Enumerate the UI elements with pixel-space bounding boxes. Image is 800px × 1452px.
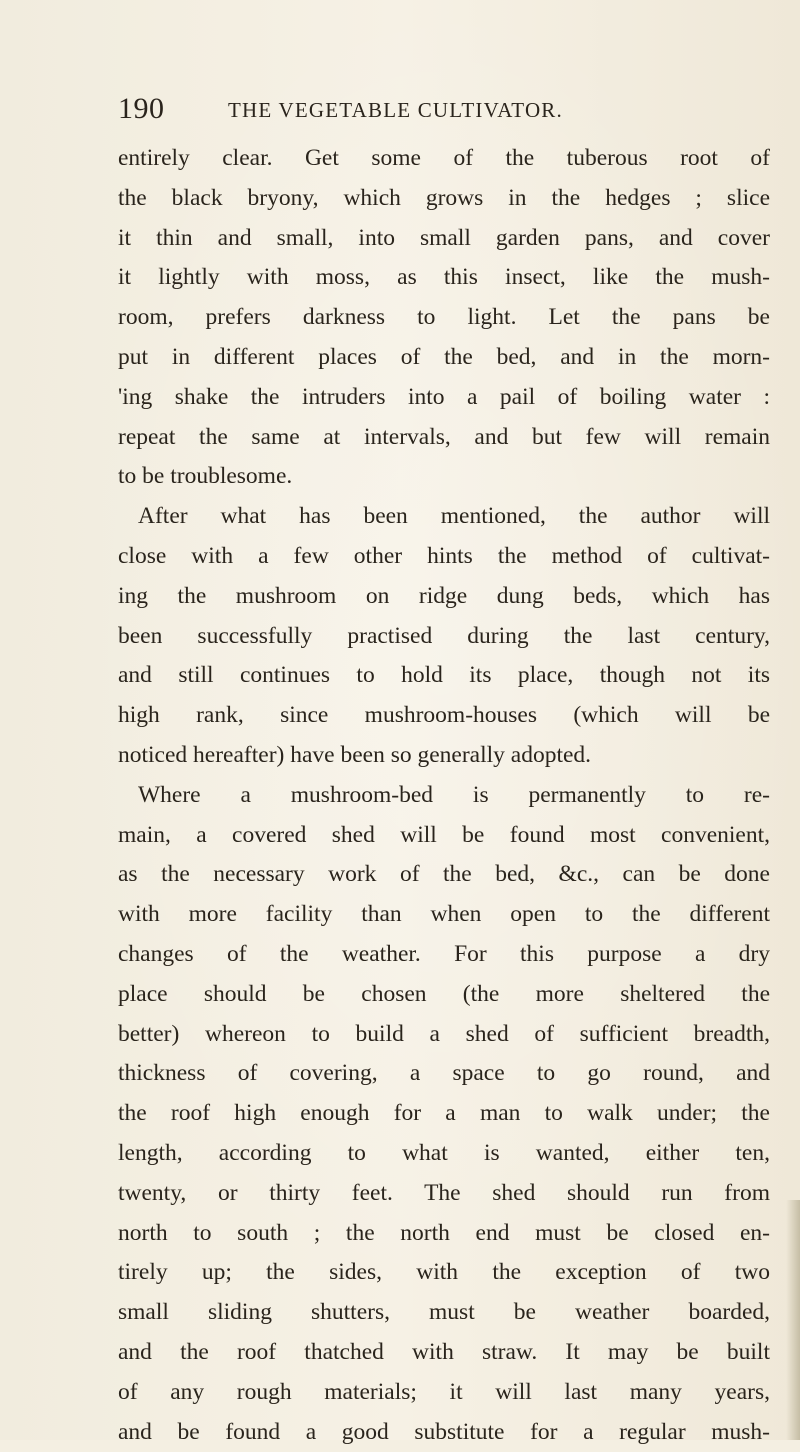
text-line: noticed hereafter) have been so generally adopted. [118,736,770,776]
body-text [118,139,770,1452]
text-line: and be found a good substitute for a regular mush- [118,1413,770,1452]
page-header [118,92,678,132]
text-line: the black bryony, which grows in the hedges ; slice [118,179,770,219]
text-line: better) whereon to build a shed of sufficient breadth, [118,1015,770,1055]
text-line: ing the mushroom on ridge dung beds, which has [118,577,770,617]
text-line: twenty, or thirty feet. The shed should run from [118,1174,770,1214]
text-line: north to south ; the north end must be closed en- [118,1214,770,1254]
text-line: put in different places of the bed, and in the morn- [118,338,770,378]
text-line: tirely up; the sides, with the exception of two [118,1253,770,1293]
text-line: main, a covered shed will be found most convenient, [118,816,770,856]
text-line: the roof high enough for a man to walk under; the [118,1094,770,1134]
text-line: room, prefers darkness to light. Let the pans be [118,298,770,338]
text-line: to be troublesome. [118,457,770,497]
text-line: high rank, since mushroom-houses (which will be [118,696,770,736]
text-line: changes of the weather. For this purpose a dry [118,935,770,975]
text-line: and still continues to hold its place, though not its [118,656,770,696]
text-line: entirely clear. Get some of the tuberous root of [118,139,770,179]
text-line: small sliding shutters, must be weather boarded, [118,1293,770,1333]
text-line: place should be chosen (the more sheltered the [118,975,770,1015]
text-line: 'ing shake the intruders into a pail of boiling water : [118,378,770,418]
text-line: been successfully practised during the last century, [118,617,770,657]
text-line: close with a few other hints the method of cultivat- [118,537,770,577]
text-line: Where a mushroom-bed is permanently to re- [118,776,770,816]
page-number: 190 [118,92,165,126]
text-line: thickness of covering, a space to go round, and [118,1054,770,1094]
text-line: and the roof thatched with straw. It may be built [118,1333,770,1373]
text-line: of any rough materials; it will last many years, [118,1373,770,1413]
text-line: it lightly with moss, as this insect, like the mush- [118,258,770,298]
running-title: THE VEGETABLE CULTIVATOR. [228,98,563,123]
text-line: it thin and small, into small garden pans, and cover [118,219,770,259]
text-line: After what has been mentioned, the author will [118,497,770,537]
text-line: as the necessary work of the bed, &c., can be done [118,855,770,895]
text-line: with more facility than when open to the different [118,895,770,935]
page-edge-shadow [786,1200,800,1440]
text-line: length, according to what is wanted, either ten, [118,1134,770,1174]
text-line: repeat the same at intervals, and but few will remain [118,418,770,458]
